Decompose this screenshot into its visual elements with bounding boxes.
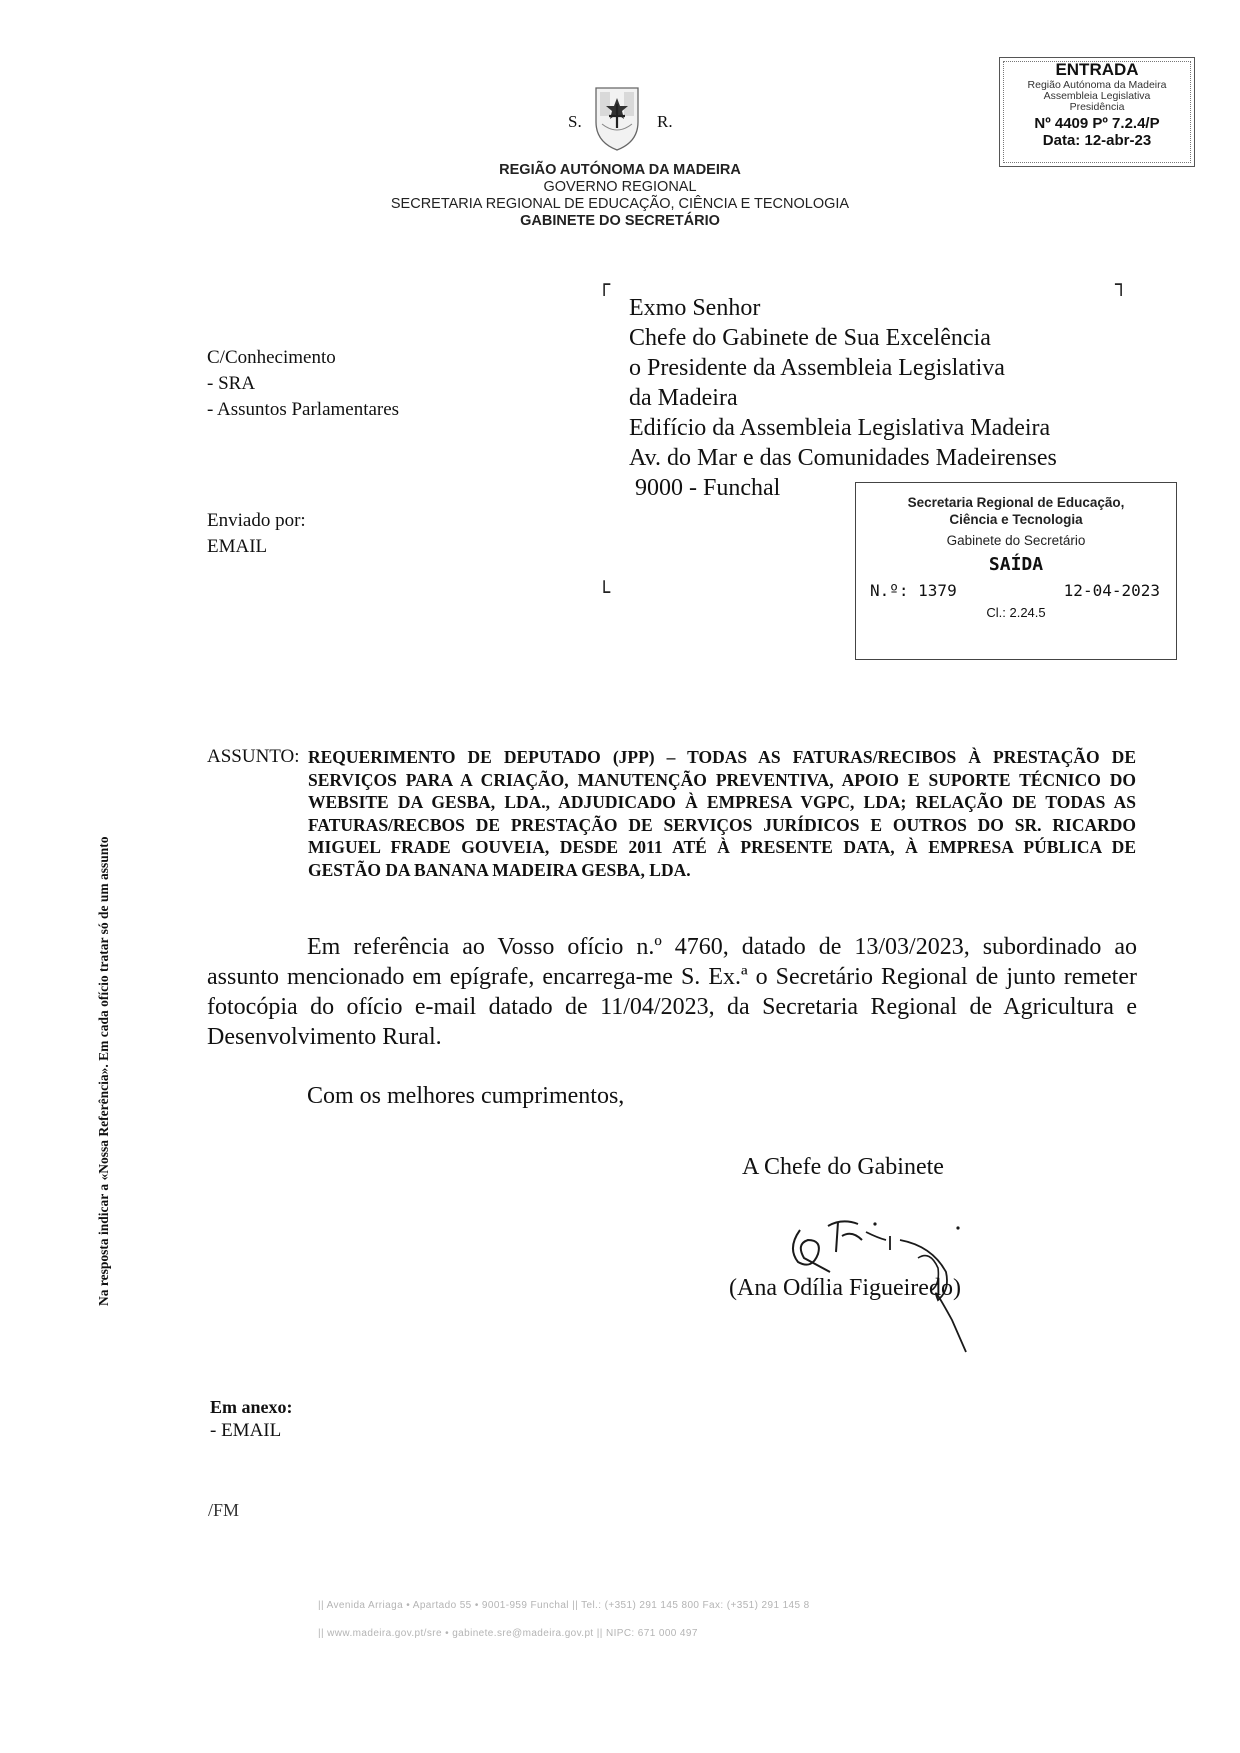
subject-text: REQUERIMENTO DE DEPUTADO (JPP) – TODAS AS FATURAS/RECIBOS À PRESTAÇÃO DE SERVIÇOS PARA A CRIAÇÃO, MANUTENÇÃO PREVENTIVA, APOIO E SUPORTE TÉCNICO DO WEBSITE DA GESBA, LDA., ADJUDICADO À EMPRESA VGPC, LDA; RELAÇÃO DE TODAS AS FATURAS/RECBOS DE PRESTAÇÃO DE SERVIÇOS JURÍDICOS E OUTROS DO SR. RICARDO MIGUEL FRADE GOUVEIA, DESDE 2011 ATÉ À PRESENTE DATA, À EMPRESA PÚBLICA DE GESTÃO DA BANANA MADEIRA GESBA, LDA. [308,747,1136,880]
address-line: Exmo Senhor [629,295,761,321]
entrada-line3: Presidência [1069,101,1125,113]
saida-classification: Cl.: 2.24.5 [986,605,1046,620]
address-line: o Presidente da Assembleia Legislativa [629,355,1005,381]
entrada-line2: Assembleia Legislativa [1043,90,1151,102]
annex-label: Em anexo: [210,1397,293,1417]
saida-title: SAÍDA [988,554,1044,575]
bracket-top-right: ┐ [1115,272,1128,296]
address-line: da Madeira [629,385,738,411]
signatory-role: A Chefe do Gabinete [742,1154,944,1180]
entrada-title: ENTRADA [1055,60,1139,79]
entrada-number: Nº 4409 Pº 7.2.4/P [1034,115,1160,132]
subject-label: ASSUNTO: [207,746,300,767]
government-name: GOVERNO REGIONAL [543,179,697,195]
sent-value: EMAIL [207,536,268,557]
address-line: Av. do Mar e das Comunidades Madeirenses [629,445,1057,471]
region-name: REGIÃO AUTÓNOMA DA MADEIRA [499,162,741,178]
side-reference-note: Na resposta indicar a «Nossa Referência». Em cada ofício tratar só de um assunto [96,836,111,1306]
sent-block [207,508,306,560]
sent-label: Enviado por: [207,510,306,531]
letterhead [300,162,940,230]
saida-line2: Ciência e Tecnologia [949,512,1083,527]
saida-line3: Gabinete do Secretário [946,533,1086,548]
cc-label: C/Conhecimento [207,347,336,368]
address-line: Edifício da Assembleia Legislativa Madeira [629,415,1051,441]
office-name: GABINETE DO SECRETÁRIO [520,213,720,229]
cc-block [207,345,399,423]
secretariat-name: SECRETARIA REGIONAL DE EDUCAÇÃO, CIÊNCIA E TECNOLOGIA [390,196,850,212]
bracket-top-left: ┌ [598,272,611,296]
annex-item: - EMAIL [210,1420,282,1441]
recipient-address [629,293,1057,503]
reference-initials: /FM [208,1500,240,1520]
cc-item: - SRA [207,373,256,394]
cc-item: - Assuntos Parlamentares [207,399,400,420]
saida-date: 12-04-2023 [1063,581,1160,600]
footer-address: || Avenida Arriaga • Apartado 55 • 9001-959 Funchal || Tel.: (+351) 291 145 800 Fax: (+351) 291 145 8 [318,1600,810,1611]
entrada-line1: Região Autónoma da Madeira [1027,79,1167,91]
letterhead-left-letter: S. [568,112,582,131]
signatory-name: (Ana Odília Figueiredo) [729,1275,961,1301]
coat-of-arms-icon [592,84,642,152]
body-paragraph: Em referência ao Vosso ofício n.º 4760, datado de 13/03/2023, subordinado ao assunto mencionado em epígrafe, encarrega-me S. Ex.ª o Secretário Regional de junto remeter fotocópia do ofício e-mail datado de 11/04/2023, da Secretaria Regional de Agricultura e Desenvolvimento Rural. [207,934,1137,1050]
address-line: 9000 - Funchal [629,475,781,501]
saida-number: N.º: 1379 [870,581,957,600]
address-line: Chefe do Gabinete de Sua Excelência [629,325,991,351]
entrada-stamp [999,57,1195,167]
entrada-date: Data: 12-abr-23 [1042,132,1152,149]
footer-contacts: || www.madeira.gov.pt/sre • gabinete.sre@madeira.gov.pt || NIPC: 671 000 497 [318,1628,698,1639]
closing-greeting: Com os melhores cumprimentos, [307,1083,625,1109]
letterhead-right-letter: R. [657,112,673,131]
saida-stamp [855,482,1177,660]
saida-line1: Secretaria Regional de Educação, [907,495,1125,510]
saida-number-row [856,581,1176,600]
bracket-bottom-left: └ [598,580,611,604]
